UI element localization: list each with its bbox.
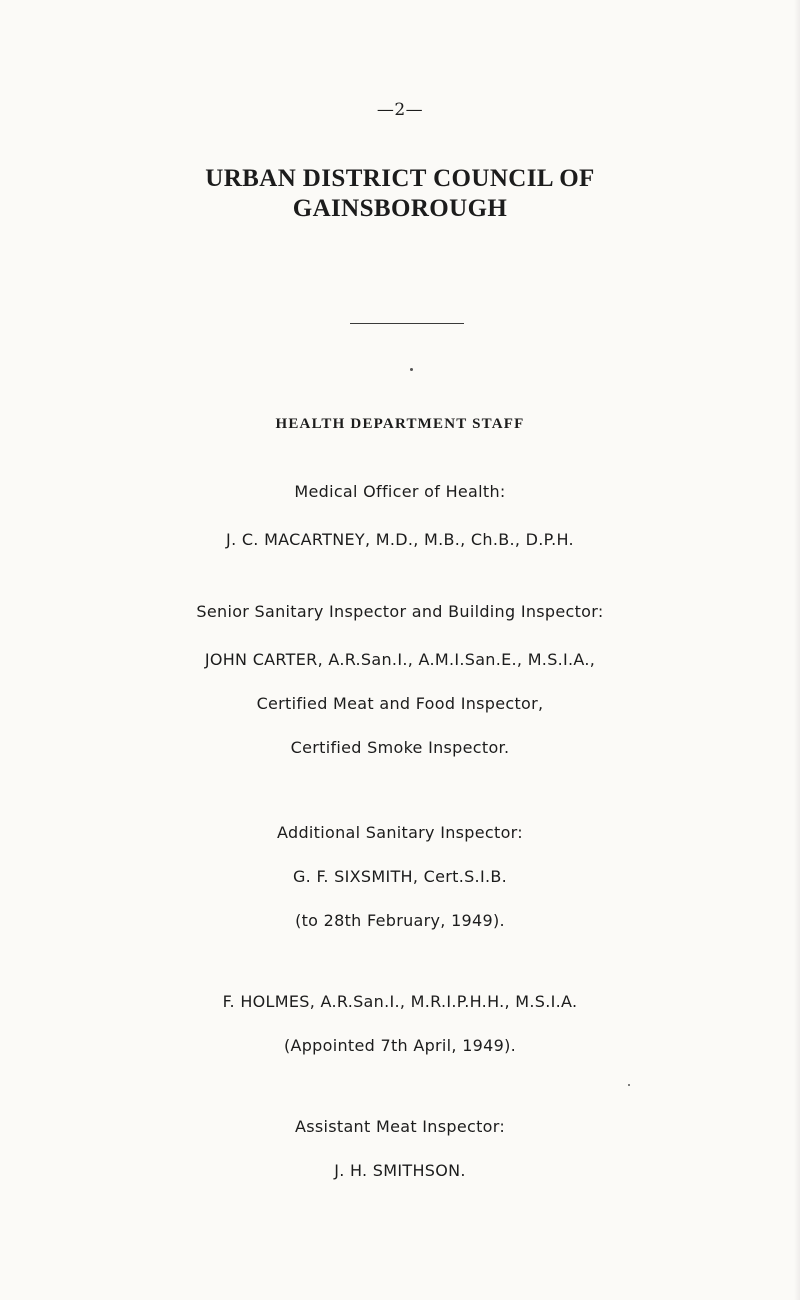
page-number: —2— — [376, 100, 424, 120]
medical-officer-name: J. C. MACARTNEY, M.D., M.B., Ch.B., D.P.H. — [226, 530, 574, 549]
department-title: HEALTH DEPARTMENT STAFF — [275, 416, 525, 432]
senior-sanitary-inspector-name: JOHN CARTER, A.R.San.I., A.M.I.San.E., M.S.I.A., — [204, 650, 596, 669]
additional-sanitary-inspector-note: (to 28th February, 1949). — [295, 911, 505, 930]
title-divider — [350, 323, 464, 324]
senior-sanitary-inspector-credential-1: Certified Meat and Food Inspector, — [256, 694, 544, 713]
medical-officer-role: Medical Officer of Health: — [294, 482, 506, 501]
paper-speck — [410, 368, 413, 371]
assistant-meat-inspector-role: Assistant Meat Inspector: — [294, 1117, 506, 1136]
holmes-name: F. HOLMES, A.R.San.I., M.R.I.P.H.H., M.S.I.A. — [222, 992, 578, 1011]
additional-sanitary-inspector-name: G. F. SIXSMITH, Cert.S.I.B. — [292, 867, 508, 886]
holmes-appointment-note: (Appointed 7th April, 1949). — [283, 1036, 517, 1055]
senior-sanitary-inspector-role: Senior Sanitary Inspector and Building Inspector: — [196, 602, 604, 621]
paper-speck — [628, 1084, 630, 1086]
assistant-meat-inspector-name: J. H. SMITHSON. — [334, 1161, 466, 1180]
senior-sanitary-inspector-credential-2: Certified Smoke Inspector. — [290, 738, 510, 757]
page-edge-shadow — [794, 0, 800, 1300]
council-title-line-2: GAINSBOROUGH — [292, 195, 508, 222]
additional-sanitary-inspector-role: Additional Sanitary Inspector: — [277, 823, 523, 842]
council-title-line-1: URBAN DISTRICT COUNCIL OF — [205, 165, 595, 192]
